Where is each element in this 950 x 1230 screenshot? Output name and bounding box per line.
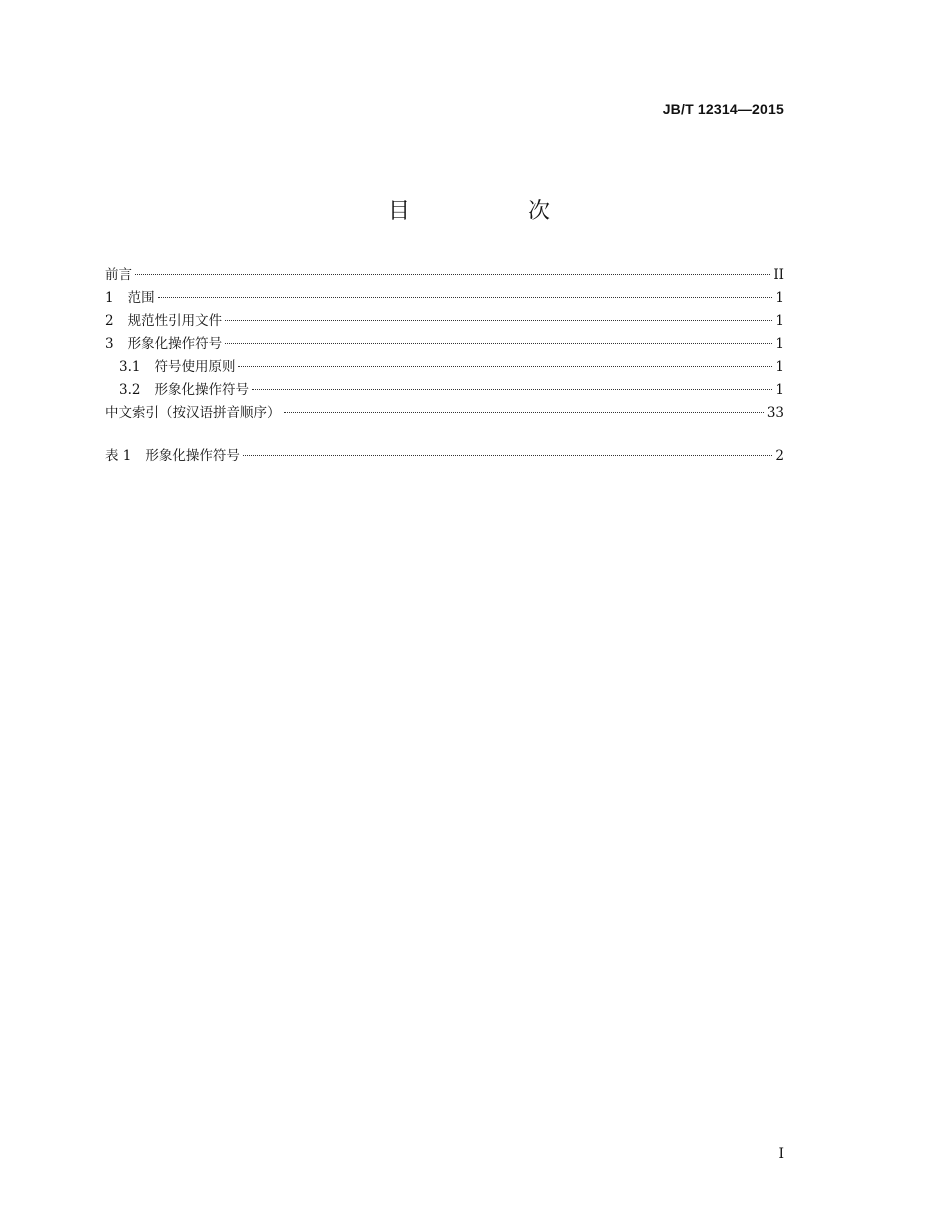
toc-entry-label: 符号使用原则 <box>154 359 236 375</box>
toc-entry-chinese-index[interactable] <box>105 402 784 425</box>
toc-entry-scope[interactable] <box>105 287 784 310</box>
toc-entry-number: 表 1 <box>105 448 132 464</box>
toc-entry-visual-symbols[interactable] <box>105 333 784 356</box>
dot-leader <box>225 320 772 321</box>
toc-entry-number: 2 <box>105 313 114 329</box>
toc-entry-visual-symbols-sub[interactable] <box>105 379 784 402</box>
toc-entry-number: 3.1 <box>119 359 141 375</box>
dot-leader <box>158 297 773 298</box>
toc-entry-page: 1 <box>775 313 784 329</box>
toc-entry-number: 3.2 <box>119 382 141 398</box>
page-number: I <box>778 1146 784 1162</box>
toc-entry-number: 3 <box>105 336 114 352</box>
toc-entry-foreword[interactable] <box>105 264 784 287</box>
page-title: 目 次 <box>387 199 598 224</box>
table-of-contents <box>105 264 784 468</box>
toc-entry-label: 形象化操作符号 <box>145 448 240 464</box>
toc-entry-number: 1 <box>105 290 114 306</box>
toc-entry-label: 范围 <box>127 290 155 306</box>
dot-leader <box>252 389 772 390</box>
toc-entry-page: 1 <box>775 336 784 352</box>
toc-entry-page: 33 <box>766 405 784 421</box>
toc-entry-label: 形象化操作符号 <box>154 382 249 398</box>
toc-entry-label: 规范性引用文件 <box>127 313 223 329</box>
toc-entry-page: 1 <box>775 382 784 398</box>
toc-entry-page: 2 <box>775 448 784 464</box>
toc-entry-page: 1 <box>775 359 784 375</box>
dot-leader <box>238 366 772 367</box>
toc-entry-normative-references[interactable] <box>105 310 784 333</box>
section-gap <box>105 425 784 445</box>
dot-leader <box>284 412 764 413</box>
toc-entry-page: II <box>773 267 784 283</box>
dot-leader <box>135 274 770 275</box>
toc-entry-table-1[interactable] <box>105 445 784 468</box>
toc-entry-label: 前言 <box>105 267 132 283</box>
toc-entry-symbol-principles[interactable] <box>105 356 784 379</box>
toc-entry-page: 1 <box>775 290 784 306</box>
standard-code: JB/T 12314—2015 <box>662 101 784 117</box>
toc-entry-label: 中文索引（按汉语拼音顺序） <box>105 405 281 421</box>
toc-entry-label: 形象化操作符号 <box>127 336 223 352</box>
dot-leader <box>225 343 772 344</box>
dot-leader <box>243 455 773 456</box>
